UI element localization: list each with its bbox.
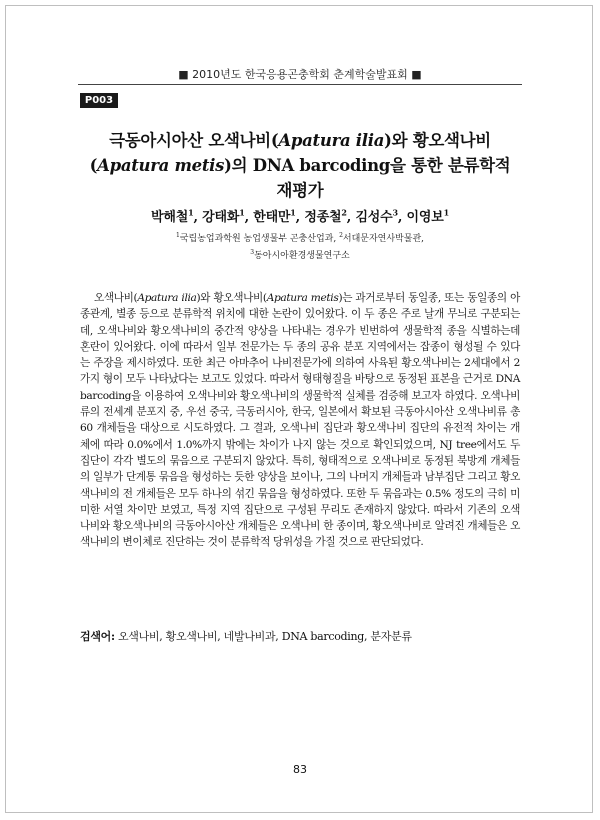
abstract-species-2: Apatura metis	[266, 292, 339, 304]
page-number: 83	[293, 763, 307, 776]
paper-title	[88, 128, 512, 203]
affiliation-line-1: $^1$국립농업과학원 농업생물부 곤충산업과, $^2$서대문자연사박물관,	[175, 232, 424, 244]
running-header: ■ 2010년도 한국응용곤충학회 춘계학술발표회 ■	[178, 68, 422, 81]
keywords-list: 오색나비, 황오색나비, 네발나비과, DNA barcoding, 분자분류	[114, 630, 412, 643]
author: 박해철$^1$	[151, 207, 194, 225]
affiliation-line-2: $^3$동아시아환경생물연구소	[250, 249, 350, 261]
author-list: 박해철$^1$, 강태화$^1$, 한태만$^1$, 정종철$^2$, 김성수$^3$, 이영보$^1$	[151, 207, 449, 225]
author: 이영보$^1$	[406, 207, 449, 225]
title-species-2: Apatura metis	[97, 156, 225, 175]
author: 김성수$^3$	[355, 207, 398, 225]
author: 강태화$^1$	[202, 207, 245, 225]
abstract-species-1: Apatura ilia	[137, 292, 197, 304]
title-part-1: 극동아시아산 오색나비(	[109, 131, 279, 150]
title-part-3: )의 DNA barcoding을 통한 분류학적 재평가	[224, 156, 511, 200]
abstract-body: 오색나비(Apatura ilia)와 황오색나비(Apatura metis)는 과거로부터 동일종, 또는 동일종의 아종관계, 별종 등으로 분류학적 위치에 대한 논란이 있어왔다. 이 두 종은 주로 날개 무늬로 구분되는데, 오색나비와 황오색나비의 중간적 양상을 나타내는 경우가 빈번하여 생물학적 종을 식별하는데 혼란이 있어왔다. 이에 따라서 일부 전문가는 두 종의 공유 분포 지역에서는 잡종이 형성될 수 있다는 주장을 제시하였다. 또한 최근 아마추어 나비전문가에 의하여 사육된 황오색나비는 2세대에서 2가지 형이 모두 나타났다는 보고도 있었다. 따라서 형태형질을 바탕으로 동정된 표본을 근거로 DNA barcoding을 이용하여 오색나비와 황오색나비의 생물학적 실체를 검증해 보고자 하였다. 오색나비류의 전세계 분포지 중, 우선 중국, 극동러시아, 한국, 일본에서 확보된 극동아시아산 오색나비류 총 60 개체들을 대상으로 시도하였다. 그 결과, 오색나비 집단과 황오색나비 집단의 유전적 차이는 개체에 따라 0.0%에서 1.0%까지 밖에는 차이가 나지 않는 것으로 확인되었으며, NJ tree에서도 두 집단이 각각 별도의 묶음으로 구분되지 않았다. 특히, 형태적으로 오색나비로 동정된 북방계 개체들의 일부가 단계통 묶음을 형성하는 듯한 양상을 보이나, 그의 나머지 개체들과 남부집단 그리고 황오색나비의 전 개체들은 모두 하나의 섞긴 묶음을 형성하였다. 또한 두 묶음과는 0.5% 정도의 극히 미미한 서열 차이만 보였고, 특정 지역 집단으로 구성된 무리도 존재하지 않았다. 따라서 기존의 오색나비와 황오색나비의 극동아시아산 개체들은 오색나비 한 종이며, 황오색나비로 알려진 개체들은 오색나비의 변이체로 진단하는 것이 분류학적 당위성을 가질 것으로 판단되었다.	[80, 292, 520, 549]
affiliations	[0, 229, 600, 263]
title-part-2: )와 황오색나비(	[89, 131, 491, 175]
author: 한태만$^1$	[253, 207, 296, 225]
keywords-label: 검색어:	[80, 630, 115, 643]
header-rule	[78, 84, 522, 85]
author: 정종철$^2$	[304, 207, 347, 225]
presentation-code-badge: P003	[80, 93, 118, 108]
title-species-1: Apatura ilia	[278, 131, 385, 150]
keywords	[80, 628, 520, 644]
